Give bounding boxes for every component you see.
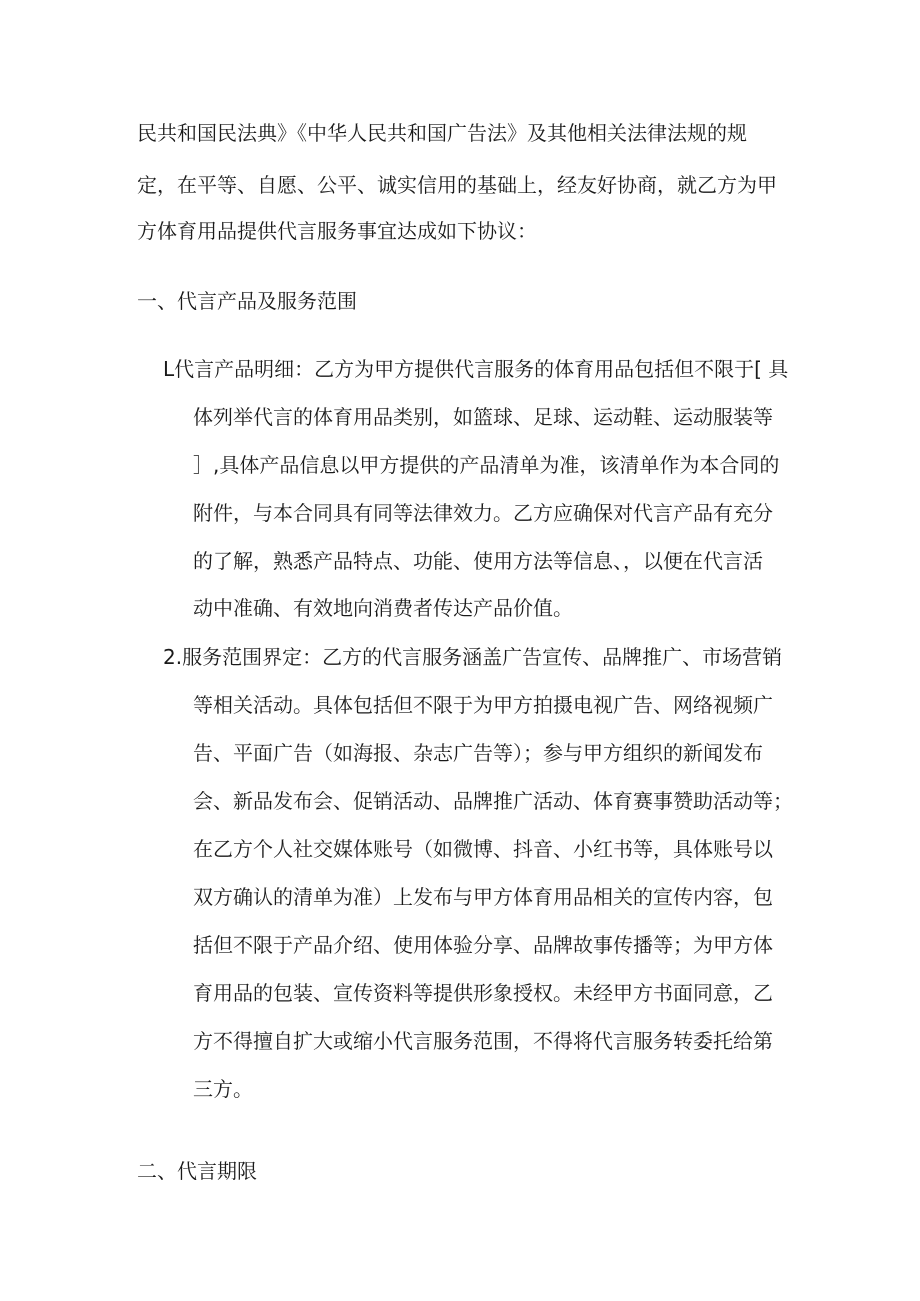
item2-line: 育用品的包装、宣传资料等提供形象授权。未经甲方书面同意，乙 (193, 981, 773, 1005)
item1-line: L代言产品明细：乙方为甲方提供代言服务的体育用品包括但不限于[ 具 (163, 357, 789, 381)
item2-line: 三方。 (193, 1077, 253, 1101)
item2-line: 会、新品发布会、促销活动、品牌推广活动、体育赛事赞助活动等； (193, 789, 793, 813)
section-heading: 二、代言期限 (137, 1159, 257, 1183)
intro-line: 定，在平等、自愿、公平、诚实信用的基础上，经友好协商，就乙方为甲 (137, 173, 777, 197)
item2-line: 等相关活动。具体包括但不限于为甲方拍摄电视广告、网络视频广 (193, 693, 773, 717)
intro-line: 方体育用品提供代言服务事宜达成如下协议： (137, 219, 537, 243)
item2-line: 双方确认的清单为准）上发布与甲方体育用品相关的宣传内容，包 (193, 885, 773, 909)
section-heading: 一、代言产品及服务范围 (137, 289, 357, 313)
item2-line: 括但不限于产品介绍、使用体验分享、品牌故事传播等；为甲方体 (193, 933, 773, 957)
item1-line: 的了解，熟悉产品特点、功能、使用方法等信息、，以便在代言活 (193, 549, 763, 573)
item2-line: 2.服务范围界定：乙方的代言服务涵盖广告宣传、品牌推广、市场营销 (163, 645, 783, 669)
item2-line: 在乙方个人社交媒体账号（如微博、抖音、小红书等，具体账号以 (193, 837, 773, 861)
intro-line: 民共和国民法典》《中华人民共和国广告法》及其他相关法律法规的规 (137, 121, 747, 145)
item2-line: 告、平面广告（如海报、杂志广告等）；参与甲方组织的新闻发布 (193, 741, 763, 765)
item2-line: 方不得擅自扩大或缩小代言服务范围，不得将代言服务转委托给第 (193, 1029, 773, 1053)
item1-line: 附件，与本合同具有同等法律效力。乙方应确保对代言产品有充分 (193, 501, 773, 525)
item1-line: 动中准确、有效地向消费者传达产品价值。 (193, 596, 573, 620)
item1-line: 体列举代言的体育用品类别，如篮球、足球、运动鞋、运动服装等 (193, 405, 773, 429)
item1-line: ］,具体产品信息以甲方提供的产品清单为准，该清单作为本合同的 (193, 453, 780, 477)
